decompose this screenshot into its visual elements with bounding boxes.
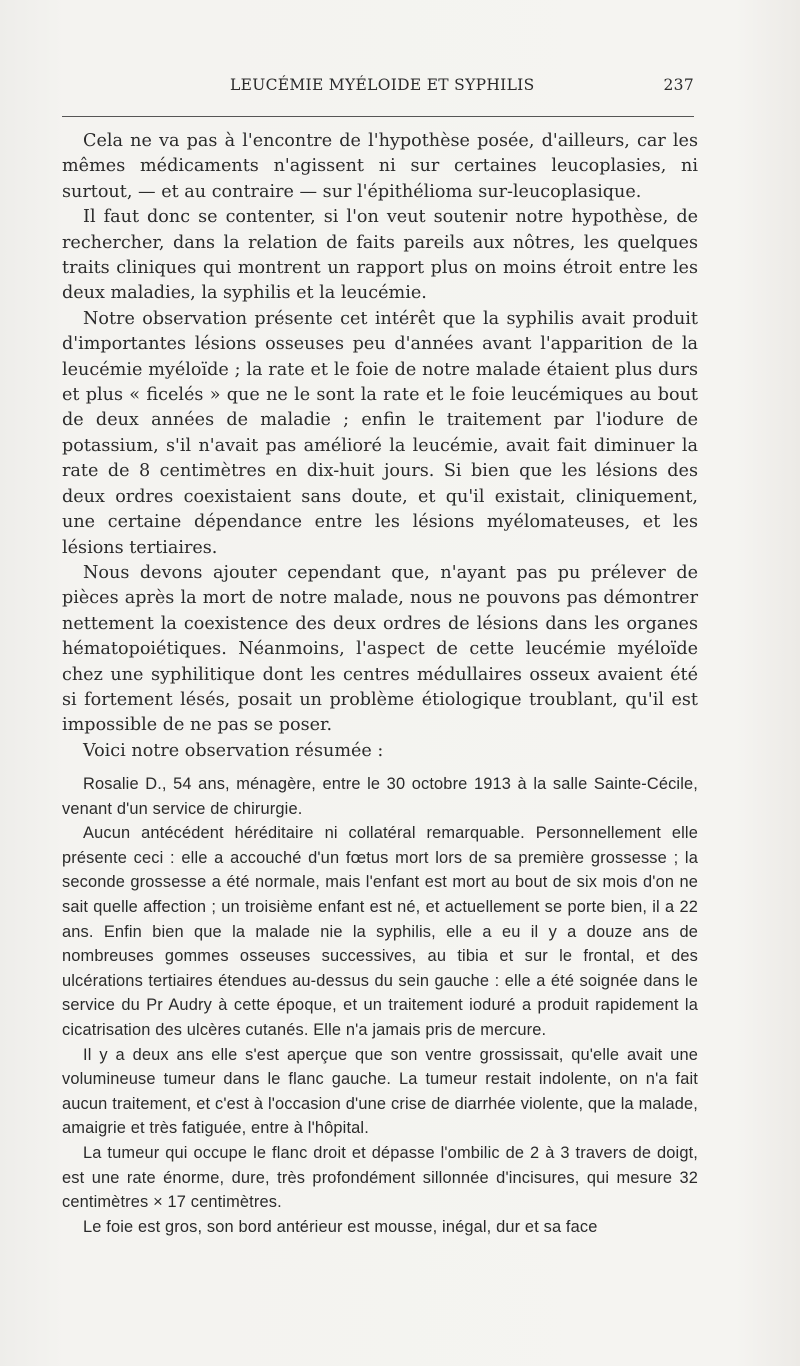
paragraph: Nous devons ajouter cependant que, n'ayant pas pu prélever de pièces après la mort de notre malade, nous ne pouvons pas démontrer nettement la coexistence des deux ordres de lésions dans les organes hématopoiétiques. Néanmoins, l'aspect de cette leucémie myéloïde chez une syphilitique dont les centres médullaires osseux avaient été si fortement lésés, posait un problème étiologique troublant, qu'il est impossible de ne pas se poser. xyxy=(62,562,698,736)
observation-paragraph: La tumeur qui occupe le flanc droit et dépasse l'ombilic de 2 à 3 travers de doigt, est une rate énorme, dure, très profondément sillonnée d'incisures, qui mesure 32 centimètres × 17 centimètres. xyxy=(62,1143,698,1212)
observation-paragraph: Il y a deux ans elle s'est aperçue que son ventre grossissait, qu'elle avait une volumineuse tumeur dans le flanc gauche. La tumeur restait indolente, on n'a fait aucun traitement, et c'est à l'occasion d'une crise de diarrhée violente, que la malade, amaigrie et très fatiguée, entre à l'hôpital. xyxy=(62,1045,698,1138)
page-number: 237 xyxy=(663,76,694,94)
header-rule xyxy=(62,116,694,117)
paragraph: Il faut donc se contenter, si l'on veut soutenir notre hypothèse, de rechercher, dans la relation de faits pareils aux nôtres, les quelques traits cliniques qui montrent un rapport plus on moins étroit entre les deux maladies, la syphilis et la leucémie. xyxy=(62,207,698,304)
running-title: LEUCÉMIE MYÉLOIDE ET SYPHILIS xyxy=(230,76,535,94)
case-observation xyxy=(62,772,698,1239)
observation-paragraph: Le foie est gros, son bord antérieur est mousse, inégal, dur et sa face xyxy=(83,1217,598,1236)
paragraph: Cela ne va pas à l'encontre de l'hypothèse posée, d'ailleurs, car les mêmes médicaments n'agissent ni sur certaines leucoplasies, ni surtout, — et au contraire — sur l'épithélioma sur-leucoplasique. xyxy=(62,131,698,202)
observation-paragraph: Rosalie D., 54 ans, ménagère, entre le 30 octobre 1913 à la salle Sainte-Cécile, venant d'un service de chirurgie. xyxy=(62,775,698,818)
main-text xyxy=(62,129,698,764)
paragraph: Voici notre observation résumée : xyxy=(83,740,384,761)
observation-paragraph: Aucun antécédent héréditaire ni collatéral remarquable. Personnellement elle présente ceci : elle a accouché d'un fœtus mort lors de sa première grossesse ; la seconde grossesse a été normale, mais l'enfant est mort au bout de six mois d'on ne sait quelle affection ; un troisième enfant est né, et actuellement se porte bien, il a 22 ans. Enfin bien que la malade nie la syphilis, elle a eu il y a douze ans de nombreuses gommes osseuses successives, au tibia et sur le frontal, et des ulcérations tertiaires étendues au-dessus du sein gauche : elle a été soignée dans le service du Pr Audry à cette époque, et un traitement ioduré a produit rapidement la cicatrisation des ulcères cutanés. Elle n'a jamais pris de mercure. xyxy=(62,824,698,1039)
running-header xyxy=(62,76,694,100)
paragraph: Notre observation présente cet intérêt que la syphilis avait produit d'importantes lésions osseuses peu d'années avant l'apparition de la leucémie myéloïde ; la rate et le foie de notre malade étaient plus durs et plus « ficelés » que ne le sont la rate et le foie leucémiques au bout de deux années de maladie ; enfin le traitement par l'iodure de potassium, s'il n'avait pas amélioré la leucémie, avait fait diminuer la rate de 8 centimètres en dix-huit jours. Si bien que les lésions des deux ordres coexistaient sans doute, et qu'il existait, cliniquement, une certaine dépendance entre les lésions myélomateuses, et les lésions tertiaires. xyxy=(62,308,698,558)
